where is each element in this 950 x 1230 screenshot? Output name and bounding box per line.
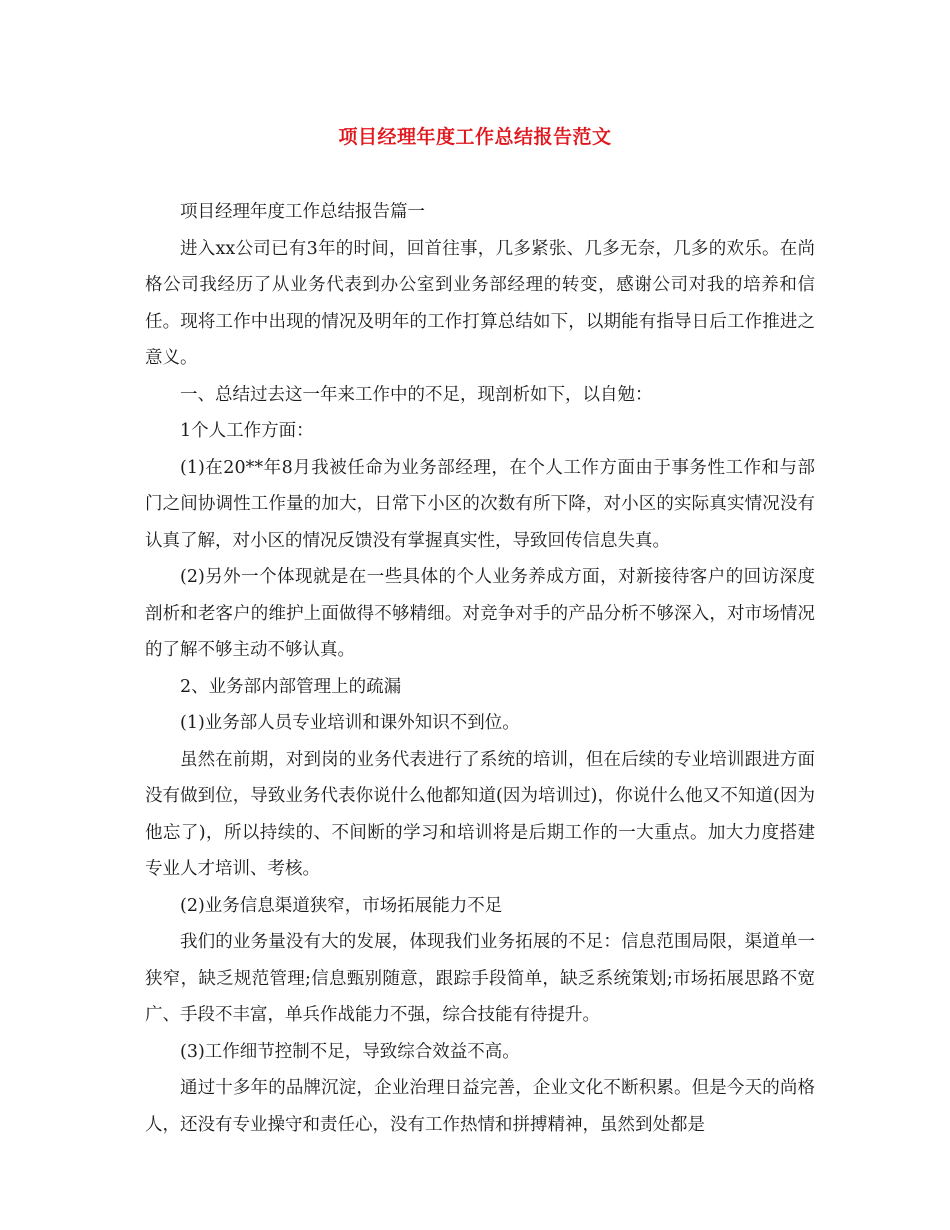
paragraph-channel-heading: (2)业务信息渠道狭窄，市场拓展能力不足 — [180, 895, 503, 916]
document-body — [145, 194, 815, 1143]
paragraph-item-1: (1)在20**年8月我被任命为业务部经理，在个人工作方面由于事务性工作和与部门之间协调性工作量的加大，日常下小区的次数有所下降，对小区的实际真实情况没有认真了解，对小区的情况反馈没有掌握真实性，导致回传信息失真。 — [145, 457, 815, 551]
section-heading: 项目经理年度工作总结报告篇一 — [180, 202, 425, 222]
paragraph-item-2: (2)另外一个体现就是在一些具体的个人业务养成方面，对新接待客户的回访深度剖析和老客户的维护上面做得不够精细。对竞争对手的产品分析不够深入，对市场情况的了解不够主动不够认真。 — [145, 567, 815, 660]
paragraph-management-heading: 2、业务部内部管理上的疏漏 — [180, 676, 402, 697]
document-title: 项目经理年度工作总结报告范文 — [338, 126, 612, 148]
paragraph-training-body: 虽然在前期，对到岗的业务代表进行了系统的培训，但在后续的专业培训跟进方面没有做到位，导致业务代表你说什么他都知道(因为培训过)，你说什么他又不知道(因为他忘了)，所以持续的、不间断的学习和培训将是后期工作的一大重点。加大力度搭建专业人才培训、考核。 — [145, 749, 815, 879]
paragraph-intro: 进入xx公司已有3年的时间，回首往事，几多紧张、几多无奈，几多的欢乐。在尚格公司我经历了从业务代表到办公室到业务部经理的转变，感谢公司对我的培养和信任。现将工作中出现的情况及明年的工作打算总结如下，以期能有指导日后工作推进之意义。 — [145, 238, 815, 368]
paragraph-training-heading: (1)业务部人员专业培训和课外知识不到位。 — [180, 713, 520, 733]
paragraph-detail-heading: (3)工作细节控制不足，导致综合效益不高。 — [180, 1041, 520, 1062]
paragraph-personal-heading: 1个人工作方面： — [180, 421, 314, 441]
paragraph-detail-body: 通过十多年的品牌沉淀，企业治理日益完善，企业文化不断积累。但是今天的尚格人，还没有专业操守和责任心，没有工作热情和拼搏精神，虽然到处都是 — [145, 1078, 815, 1135]
paragraph-channel-body: 我们的业务量没有大的发展，体现我们业务拓展的不足：信息范围局限，渠道单一狭窄，缺乏规范管理;信息甄别随意，跟踪手段简单，缺乏系统策划;市场拓展思路不宽广、手段不丰富，单兵作战能力不强，综合技能有待提升。 — [145, 932, 815, 1025]
paragraph-summary-heading: 一、总结过去这一年来工作中的不足，现剖析如下，以自勉： — [180, 384, 653, 405]
